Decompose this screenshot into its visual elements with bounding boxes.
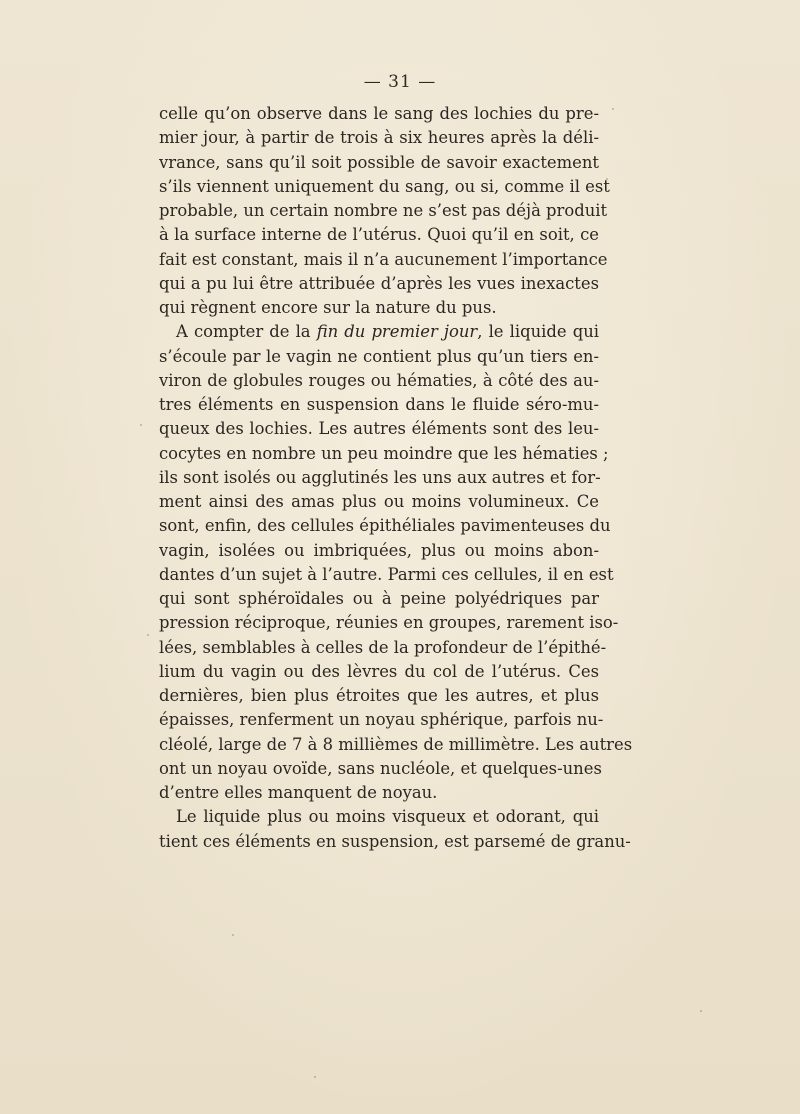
text-line: dantes d’un sujet à l’autre. Parmi ces cellules, il en est [159,564,614,584]
text-line: lées, semblables à celles de la profondeur de l’épithé- [159,637,607,657]
text-line: cléolé, large de 7 à 8 millièmes de millimètre. Les autres [159,734,633,754]
text-line: à la surface interne de l’utérus. Quoi qu’il en soit, ce [159,225,599,245]
text-line: s’ils viennent uniquement du sang, ou si, comme il est [159,176,610,196]
text-line: fait est constant, mais il n’a aucunement l’importance [159,249,608,269]
text-line: viron de globules rouges ou hématies, à côté des au- [159,370,599,390]
text-line: pression réciproque, réunies en groupes, rarement iso- [159,613,619,633]
text-segment: A compter de la [176,322,317,342]
text-line: sont, enfin, des cellules épithéliales pavimenteuses du [159,516,611,536]
text-line: épaisses, renferment un noyau sphérique, parfois nu- [159,710,604,730]
text-line: vrance, sans qu’il soit possible de savoir exactement [159,152,599,172]
text-line: Le liquide plus ou moins visqueux et odorant, qui [176,807,599,827]
text-line: celle qu’on observe dans le sang des lochies du pre- [159,104,599,123]
text-segment: , le liquide qui [477,322,599,342]
text-line [159,320,599,344]
text-line: d’entre elles manquent de noyau. [159,783,438,802]
text-line: qui a pu lui être attribuée d’après les vues inexactes [159,273,599,293]
text-line: dernières, bien plus étroites que les autres, et plus [159,686,599,705]
text-line: queux des lochies. Les autres éléments sont des leu- [159,419,599,439]
text-line: qui règnent encore sur la nature du pus. [159,298,497,317]
text-line: ment ainsi des amas plus ou moins volumineux. Ce [159,492,599,511]
text-line: cocytes en nombre un peu moindre que les hématies ; [159,443,609,463]
italic-phrase: fin du premier jour [316,322,478,342]
body-text [159,102,633,854]
text-line: qui sont sphéroïdales ou à peine polyédriques par [159,589,599,608]
text-line: ils sont isolés ou agglutinés les uns aux autres et for- [159,467,601,487]
text-line: mier jour, à partir de trois à six heures après la déli- [159,128,599,148]
text-line: tient ces éléments en suspension, est parsemé de granu- [159,831,631,851]
text-line: lium du vagin ou des lèvres du col de l’utérus. Ces [159,661,599,681]
text-line: tres éléments en suspension dans le fluide séro-mu- [159,395,599,414]
text-line: vagin, isolées ou imbriquées, plus ou moins abon- [159,540,599,560]
text-line: s’écoule par le vagin ne contient plus qu’un tiers en- [159,346,599,366]
page-number: — 31 — [363,72,437,92]
text-line: ont un noyau ovoïde, sans nucléole, et quelques-unes [159,758,602,778]
text-line: probable, un certain nombre ne s’est pas déjà produit [159,201,608,220]
